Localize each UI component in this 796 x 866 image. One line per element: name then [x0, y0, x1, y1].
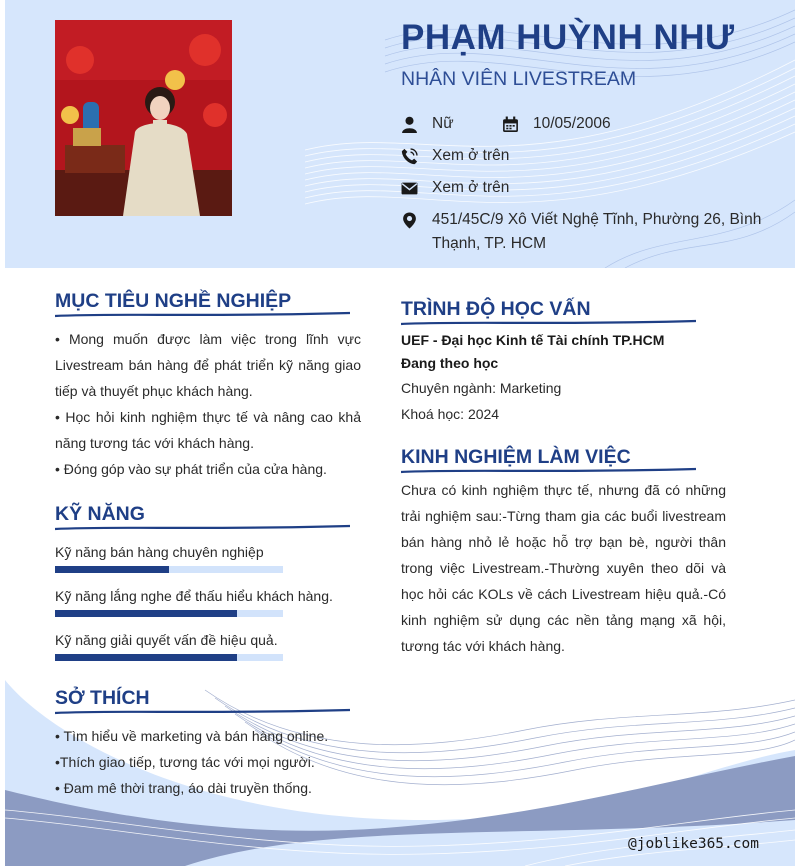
education-title: TRÌNH ĐỘ HỌC VẤN: [401, 298, 591, 320]
hobby-item: • Đam mê thời trang, áo dài truyền thống.: [55, 780, 312, 796]
phone-value: Xem ở trên: [432, 147, 510, 164]
location-icon: [401, 212, 418, 229]
gender-value: Nữ: [432, 115, 454, 132]
skill-bar: [55, 610, 283, 617]
calendar-icon: [502, 116, 519, 133]
skill-bar-fill: [55, 610, 237, 617]
hobby-item: • Tìm hiểu về marketing và bán hàng online.: [55, 728, 329, 744]
study-status: Đang theo học: [401, 355, 499, 371]
address-value: 451/45C/9 Xô Viết Nghệ Tĩnh, Phường 26, Bình Thạnh, TP. HCM: [432, 211, 762, 252]
phone-icon: [401, 148, 418, 165]
skill-label: Kỹ năng lắng nghe để thấu hiểu khách hàng.: [55, 588, 333, 604]
profile-photo: [55, 20, 232, 216]
hobbies-title: SỞ THÍCH: [55, 687, 150, 709]
birthdate-row: [502, 115, 611, 136]
job-title: NHÂN VIÊN LIVESTREAM: [401, 68, 637, 90]
email-value: Xem ở trên: [432, 179, 510, 196]
phone-row: [401, 147, 509, 168]
hobbies-underline: [55, 708, 350, 716]
watermark: @joblike365.com: [628, 836, 759, 852]
gender-row: [401, 115, 454, 136]
skill-label: Kỹ năng giải quyết vấn đề hiệu quả.: [55, 632, 278, 648]
education-underline: [401, 319, 696, 327]
objective-underline: [55, 311, 350, 319]
objective-item: • Đóng góp vào sự phát triển của cửa hàng.: [55, 461, 327, 477]
skill-label: Kỹ năng bán hàng chuyên nghiệp: [55, 544, 264, 560]
email-row: [401, 179, 509, 200]
candidate-name: PHẠM HUỲNH NHƯ: [401, 18, 735, 57]
skills-underline: [55, 524, 350, 532]
skill-bar-fill: [55, 654, 237, 661]
experience-text: Chưa có kinh nghiệm thực tế, nhưng đã có những trải nghiệm sau:-Từng tham gia các buổi livestream bán hàng nhỏ lẻ hoặc hỗ trợ bạn bè, người thân trong việc Livestream.-Thường xuyên theo dõi và học hỏi các KOLs về cách Livestream hiệu quả.-Có kinh nghiệm sử dụng các nền tảng mạng xã hội, tương tác với khách hàng.: [401, 482, 726, 654]
skills-title: KỸ NĂNG: [55, 503, 145, 525]
skill-bar-fill: [55, 566, 169, 573]
experience-underline: [401, 467, 696, 475]
major: Chuyên ngành: Marketing: [401, 380, 562, 396]
experience-title: KINH NGHIỆM LÀM VIỆC: [401, 446, 631, 468]
skill-bar: [55, 654, 283, 661]
hobby-item: •Thích giao tiếp, tương tác với mọi người.: [55, 754, 315, 770]
objective-item: • Học hỏi kinh nghiệm thực tế và nâng cao khả năng tương tác với khách hàng.: [55, 409, 361, 451]
user-icon: [401, 116, 418, 133]
course-year: Khoá học: 2024: [401, 406, 500, 422]
objective-text: [55, 326, 361, 482]
objective-item: • Mong muốn được làm việc trong lĩnh vực Livestream bán hàng để phát triển kỹ năng giao tiếp và thuyết phục khách hàng.: [55, 331, 361, 399]
birthdate-value: 10/05/2006: [533, 115, 611, 132]
school-name: UEF - Đại học Kinh tế Tài chính TP.HCM: [401, 332, 665, 348]
objective-title: MỤC TIÊU NGHỀ NGHIỆP: [55, 290, 292, 312]
email-icon: [401, 180, 418, 197]
skill-bar: [55, 566, 283, 573]
address-row: [401, 211, 776, 256]
